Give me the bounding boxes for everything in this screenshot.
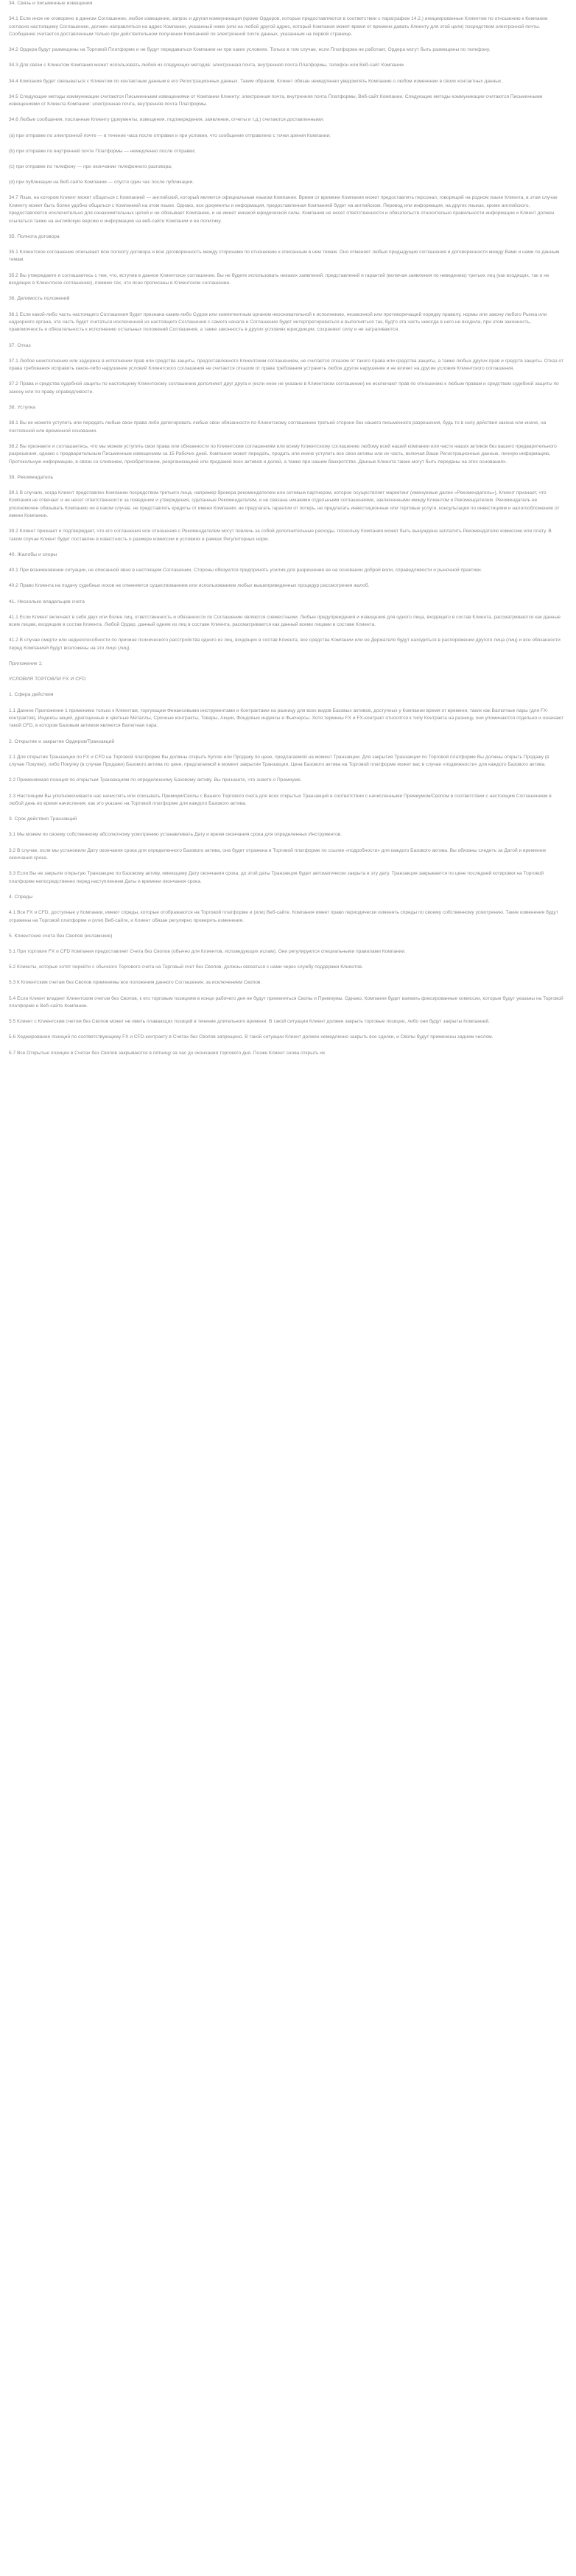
paragraph: 39.1 В случаях, когда Клиент представлен Компании посредством третьего лица, например брокера рекомендателем или сетевым партнером, которое осуществляет маркетинг (именуемые далее «Рекомендатель»), Клиент признает, что Компания не отвечает и не несет ответственности за поведение и утверждения, сделанные Рекомендателем, и не связана никакими отдельными соглашениями, заключенными между Клиентом и Рекомендателем. Рекомендатель не уполномочен обязывать Компанию ни в каком случае, не представлять кредиты от имени Компании, не предлагать гарантии от потерь, не предлагать инвестиционные или торговые услуги, консультации по инвестициям и налогообложению от имени Компании. bbox=[9, 490, 560, 519]
section-heading: 36. Делимость положений bbox=[9, 296, 70, 302]
paragraph: 37.2 Права и средства судебной защиты по настоящему Клиентскому соглашению дополняют друг друга и (если иное не указано в Клиентском соглашении) не исключают прав по отношению к любым правам и средствам судебной защиты по закону или по праву справедливости. bbox=[9, 381, 559, 395]
paragraph: 39.2 Клиент признает и подтверждает, что его соглашения или отношения с Рекомендателем могут повлечь за собой дополнительные расходы, поскольку Компания может быть вынуждена заплатить Рекомендателю комиссию или плату. В таком случае Клиент будет поставлен в известность о размере комиссии и условиях в рамках Регуляторных норм. bbox=[9, 529, 552, 542]
paragraph: 5.6 Хеджирование позиций по соответствующему FX и CFD-контракту в Счетах без Свопов запрещено. В такой ситуации Клиент должен немедленно закрыть все сделки, и Свопы будут применены задним числом. bbox=[9, 1034, 494, 1040]
paragraph: 3.3 Если Вы не закрыли открытую Транзакцию по Базовому активу, имеющему Дату окончания срока, до этой даты Транзакция будет автоматически закрыта в эту дату. Транзакция закрывается по цене последней котировки на Торговой платформе непосредственно перед наступлением Даты и времени окончания срока. bbox=[9, 871, 544, 884]
section-heading: 34. Связь и письменные извещения bbox=[9, 1, 93, 6]
paragraph: Приложение 1: bbox=[9, 661, 43, 667]
section-heading: 4. Спреды bbox=[9, 894, 33, 900]
section-heading: 39. Рекомендатель bbox=[9, 474, 54, 480]
paragraph: 5.2 Клиенты, которые хотят перейти с обычного Торгового счета на Торговый счет без Свопов, должны связаться с нами через службу поддержки Клиентов. bbox=[9, 964, 363, 970]
section-heading: 1. Сфера действия bbox=[9, 692, 54, 698]
paragraph: 34.6 Любые сообщения, посланные Клиенту (документы, извещения, подтверждения, заявления, отчеты и т.д.) считаются доставленными: bbox=[9, 117, 325, 123]
paragraph: 5.3 К Клиентским счетам без Свопов применимы все положения данного Соглашения, за исключением Свопов. bbox=[9, 980, 262, 986]
paragraph: 1.1 Данное Приложение 1 применимо только к Клиентам, торгующим Финансовыми инструментами и Контрактами на разницу для всех видов Базовых активов, доступных у Компании время от времени, таких как Валютные пары (для FX-контрактов), Индексы акций, драгоценные и цветные Металлы, Срочные контракты, Товары, Акции, Фондовые индексы и Фьючерсы. Хотя термины FX и FX-контракт относятся к типу Контракта на разницу, они упоминаются отдельно и означают такой CFD, в котором Базовым активом является Валютная пара. bbox=[9, 707, 564, 729]
paragraph: 2.3 Настоящим Вы уполномочиваете нас начислять или списывать Премиум/Свопы с Вашего Торгового счета для всех открытых Транзакций в соответствии с начисленными Премиумом/Свопом в соответствии с настоящим Соглашением в любой день во время начисления, как это указано на Торговой платформе для каждого Базового актива. bbox=[9, 793, 552, 807]
paragraph: 34.4 Компания будет связываться с Клиентом по контактным данным в его Регистрационных данных. Таким образом, Клиент обязан немедленно уведомлять Компанию о любом изменении в своих контактных данных. bbox=[9, 78, 503, 84]
paragraph: (d) при публикации на Веб-сайте Компании — спустя один час после публикации. bbox=[9, 180, 194, 186]
paragraph: 38.2 Вы признаете и соглашаетесь, что мы можем уступить свои права или обязанности по Клиентским соглашениям или всему Клиентскому соглашению любому всей нашей компании или части наших активов без вашего предварительного разрешения, однако с предварительным Письменным извещением за 15 Рабочих дней. Компания может передать, продать или иначе уступить все свои активы или их часть, включая Ваши Регистрационные данные, личную информацию, Протокольную информацию, в связи со слиянием, приобретением, реорганизацией или продажей всех активов и долей, а также при нашем банкротстве. Данные Клиента также могут быть переданы на этих основаниях. bbox=[9, 443, 557, 465]
section-heading: 41. Несколько владельцев счета bbox=[9, 599, 85, 604]
paragraph: 34.1 Если иное не оговорено в данном Соглашении, любое извещение, запрос и другая коммуникация (кроме Ордеров, которые предоставляются в соответствии с параграфом 14.2.) инициированные Клиентом по отношению к Компании согласно настоящему Соглашению, должен направляться на адрес Компании, указанный ниже (или на любой другой адрес, который Компания может время от времени давать Клиенту для этой цели) посредством электронной почты. Сообщение считается доставленным только при действительном получении Компанией по электронной почте данных, указанным на первой странице. bbox=[9, 16, 548, 38]
paragraph: (а) при отправке по электронной почте — в течение часа после отправки и при условии, что сообщение отправлено с точки зрения Компании; bbox=[9, 133, 331, 138]
paragraph: 37.1 Любое неисполнение или задержка в исполнении прав или средства защиты, предоставленного Клиентским соглашением, не считается отказом от такого права или средства защиты, а также любых других прав и средств защиты. Отказ от права требования исправить какое-либо нарушение условий Клиентского соглашения не считается отказом от права требования устранить любое другое нарушение и не влияет на другие условия Клиентского соглашения. bbox=[9, 358, 563, 372]
paragraph: 34.2 Ордера будут размещены на Торговой Платформе и не будут передаваться Компании ни при каких условиях. Только в том случае, если Платформа не работает, Ордера могут быть размещены по телефону. bbox=[9, 47, 491, 53]
paragraph: 34.7 Язык, на котором Клиент может общаться с Компанией — английский, который является официальным языком Компании. Время от времени Компания может предоставлять персонал, говорящий на родном языке Клиента, в этом случае Клиенту может быть более удобно общаться с Компанией на этом языке. Однако, все документы и информация, предоставленная Компанией будет на английском. Перевод или информация, на других языках, кроме английского, предоставляется исключительно для ознакомительных целей и не обязывает Компанию, и не имеет никакой юридической силы. Компания не несет ответственности и обязательств относительно правильности информации и Клиент должен ссылаться также на английскую версию и информацию на веб-сайте Компании и ее политику. bbox=[9, 195, 558, 224]
paragraph: 3.2 В случае, если мы установили Дату окончания срока для определенного Базового актива, она будет отражена в Торговой платформе по ссылке «подробности» для каждого Базового актива. Вы обязаны следить за Датой и временем окончания срока. bbox=[9, 847, 546, 861]
section-heading: УСЛОВИЯ ТОРГОВЛИ FX И CFD bbox=[9, 677, 86, 682]
paragraph: 38.1 Вы не можете уступить или передать любые свои права либо делегировать любые свои обязанности по Клиентскому соглашению третьей стороне без нашего письменного разрешения, будь то в силу действия закона или иначе, на постоянной или временной основании. bbox=[9, 420, 547, 434]
section-heading: 38. Уступка bbox=[9, 404, 35, 410]
paragraph: 5.4 Если Клиент владеет Клиентским счетом без Свопов, к его торговым позициям в конце рабочего дня не будут применяться Свопы и Премиумы. Однако, Компания будет взимать фиксированные комиссии, которые будут указаны на Торговой платформе и Веб-сайте Компании. bbox=[9, 995, 563, 1009]
paragraph: 2.1 Для открытия Транзакции по FX и CFD на Торговой платформе Вы должны открыть Куплю или Продажу по цене, предлагаемой на момент Транзакции. Для закрытия Транзакции по Торговой платформе Вы должны открыть Продажу (в случае Покупки), либо Покупку (в случае Продажи) Базового актива по цене, предлагаемой в момент закрытия Транзакции. Цена Базового актива на Торговой платформе может вас в случае «подвижности» для каждого Базового актива. bbox=[9, 754, 549, 768]
section-heading: 2. Открытие и закрытие Ордеров/Транзакций bbox=[9, 738, 115, 744]
paragraph: 2.2 Применяемая позиция по открытым Транзакциям по определенному Базовому активу. Вы признаете, что знаете о Премиуме. bbox=[9, 777, 302, 783]
section-heading: 35. Полнота договора bbox=[9, 233, 60, 239]
paragraph: 35.2 Вы утверждаете и соглашаетесь с тем, что, вступив в данное Клиентское соглашение, Вы не будете использовать никаких заявлений, представлений и гарантий (включая заявления по неведению) третьих лиц (как входящих, так и не входящих в Клиентское соглашение), помимо тех, что ясно прописаны в Клиентском соглашении. bbox=[9, 272, 549, 286]
paragraph: 40.1 При возникновении ситуации, не описанной явно в настоящем Соглашении, Стороны обязуются предпринять усилия для разрешения ее на основании доброй воли, справедливости и рыночной практики. bbox=[9, 568, 482, 574]
paragraph: 5.1 При торговле FX и CFD Компания предоставляет Счета без Свопов (обычно для Клиентов, исповедующих ислам). Они регулируются специальными правилами Компании. bbox=[9, 948, 406, 954]
paragraph: 40.2 Право Клиента на подачу судебных исков не отменяется существованием или использованием любых вышеприведенных процедур рассмотрения жалоб. bbox=[9, 583, 370, 589]
document-body bbox=[9, 0, 566, 1065]
section-heading: 37. Отказ bbox=[9, 342, 31, 348]
paragraph: 36.1 Если какой-либо часть настоящего Соглашения будет признана каким-либо Судом или компетентным органом неосновательной к исполнению, незаконной или противоречащей порядку правилу, нормы или закону любого Рынка или надзорного органа, эта часть будет считаться исключенной из настоящего Соглашения с самого начала и Соглашение будет интерпретироваться и выполняться так, будто эта часть никогда в него не входила, при этом законность, правомочность и обязательность к исполнению остальных положений Соглашения, а также законность в других условиях юрисдикции, сохраняют силу и не затрагиваются. bbox=[9, 311, 547, 333]
paragraph: 41.1 Если Клиент включает в себя двух или более лиц, ответственность и обязанности по Соглашению являются совместными. Любые предупреждения и извещения для одного лица, входящего в состав Клиента, рассматриваются как данные всем лицам, входящим в состав Клиента. Любой Ордер, данный одним из лиц в составе Клиента, рассматривается как данный всеми лицами в составе Клиента. bbox=[9, 614, 561, 628]
paragraph: 3.1 Мы можем по своему собственному абсолютному усмотрению устанавливать Дату и время окончания срока для определенных Инструментов. bbox=[9, 832, 343, 838]
paragraph: 34.5 Следующие методы коммуникации считаются Письменными извещениями от Компании Клиенту: электронная почта, внутренняя почта Платформы, Веб-сайт Компании. Следующие методы коммуникации считаются Письменными извещениями от Клиента Компании: электронная почта, внутренняя почта Платформы. bbox=[9, 93, 543, 107]
paragraph: 4.1 Все FX и CFD, доступные у Компании, имеют спреды, которые отображаются на Торговой платформе и (или) Веб-сайте. Компания имеет право периодически изменять спреды по своему собственному усмотрению. Такие изменения будут отражены на Торговой платформе и (или) Веб-сайте, и Клиент обязан регулярно проверять изменения. bbox=[9, 910, 558, 923]
section-heading: 3. Срок действия Транзакций bbox=[9, 816, 77, 822]
paragraph: 5.7 Все Открытые позиции в Счетах без Свопов закрываются в пятницу за час до окончания торгового дня. Позже Клиент снова открыть их. bbox=[9, 1050, 327, 1056]
section-heading: 40. Жалобы и споры bbox=[9, 552, 57, 557]
paragraph: 5.5 Клиент с Клиентским счетом без Свопов может не иметь плавающих позиций в течение длительного времени. В такой ситуации Клиент должен закрыть торговые позиции, либо они будут закрыты Компанией. bbox=[9, 1019, 490, 1025]
paragraph: 41.2 В случае смерти или недееспособности по причине психического расстройства одного из лиц, входящих в состав Клиента, все средства Компании или ее Держателя будут находиться в распоряжении другого лица (лиц) и все обязанности перед Компанией будут возложены на это лицо (лиц). bbox=[9, 638, 561, 651]
paragraph: (b) при отправке по внутренней почте Платформы — немедленно после отправки; bbox=[9, 148, 196, 154]
paragraph: 35.1 Клиентское соглашение описывает всю полноту договора и всю договоренность между сторонами по отношению к описанным в нем темам. Оно отменяет любые предыдущие соглашения и договоренности между Вами и нами по данным темам. bbox=[9, 250, 560, 263]
paragraph: (c) при отправке по телефону — при окончании телефонного разговора; bbox=[9, 164, 172, 170]
section-heading: 5. Клиентские счета без Свопов (исламские) bbox=[9, 933, 113, 939]
paragraph: 34.3 Для связи с Клиентом Компания может использовать любой из следующих методов: электронная почта, внутренняя почта Платформы, телефон или Веб-сайт Компании. bbox=[9, 63, 405, 68]
